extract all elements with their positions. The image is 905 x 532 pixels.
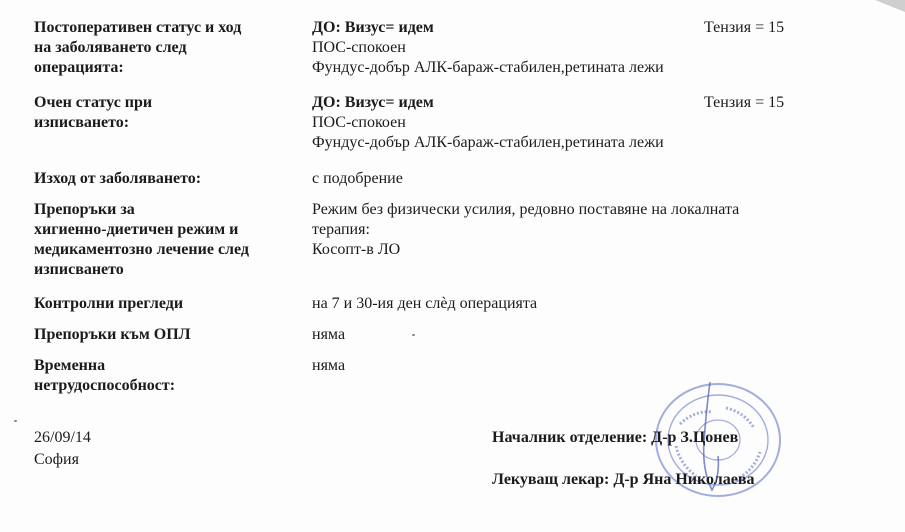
outcome-value: с подобрение: [312, 170, 403, 187]
postop-tension: Тензия = 15: [704, 19, 785, 36]
checkups-label: Контролни прегледи: [34, 295, 184, 312]
opl-label: Препоръки към ОПЛ: [34, 326, 191, 343]
attending-doctor: Лекуващ лекар: Д-р Яна Николаева: [492, 471, 755, 488]
discharge-tension: Тензия = 15: [704, 94, 785, 111]
postop-value: ДО: Визус= идем ПОС-спокоен Фундус-добър АЛК-бараж-стабилен,ретината лежи: [312, 19, 664, 76]
recommendations-label: Препоръки за хигиенно-диетичен режим и медикаментозно лечение след изписването: [34, 201, 249, 278]
scan-speck: [14, 420, 17, 422]
recommendations-value: Режим без физически усилия, редовно поставяне на локалната терапия: Косопт-в ЛО: [312, 201, 740, 258]
disability-label: Временна нетрудоспособност:: [34, 357, 176, 394]
head-of-department: Началник отделение: Д-р З.Цонев: [492, 429, 739, 446]
date: 26/09/14: [34, 429, 91, 446]
city: София: [34, 451, 79, 468]
opl-value: няма: [312, 326, 346, 343]
checkups-value: на 7 и 30-ия ден слѐд операцията: [312, 295, 538, 312]
discharge-label: Очен статус при изписването:: [34, 94, 153, 131]
postop-label: Постоперативен статус и ход на заболяването след операцията:: [34, 19, 242, 76]
discharge-value: ДО: Визус= идем ПОС-спокоен Фундус-добър АЛК-бараж-стабилен,ретината лежи: [312, 94, 664, 151]
disability-value: няма: [312, 357, 346, 374]
page-corner-shadow: [875, 0, 905, 12]
outcome-label: Изход от заболяването:: [34, 170, 202, 187]
scan-speck: [412, 334, 415, 336]
